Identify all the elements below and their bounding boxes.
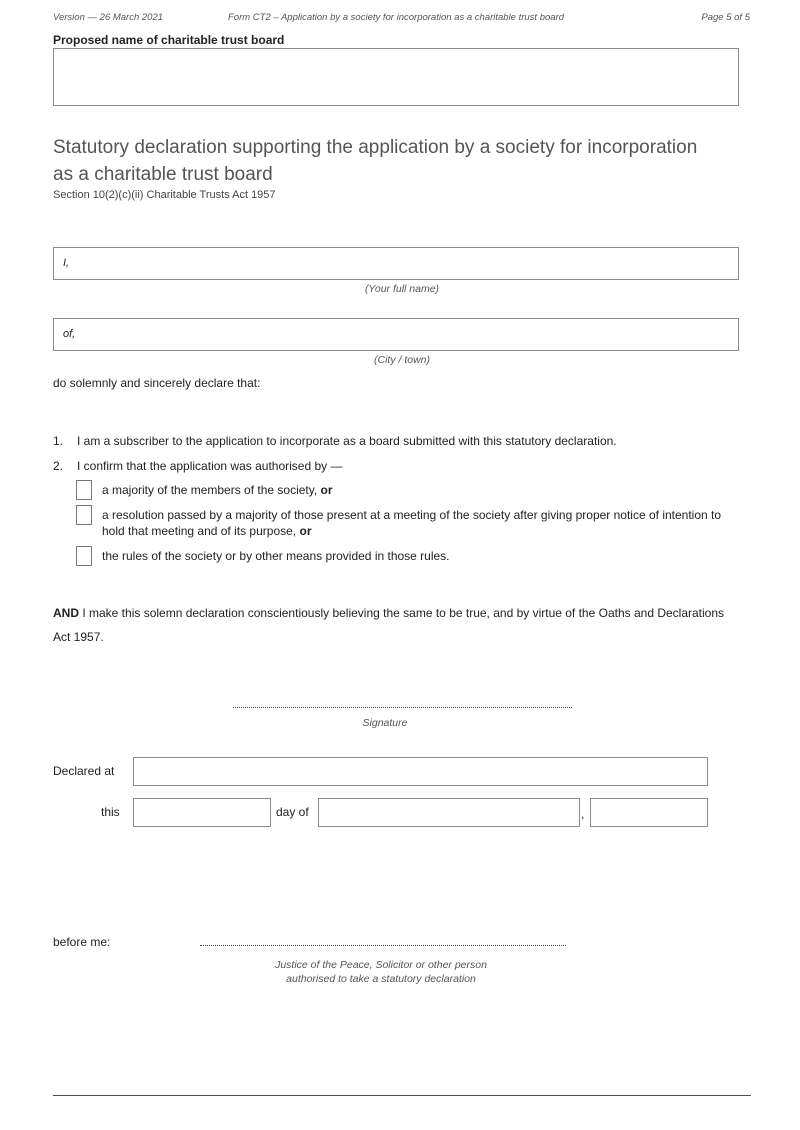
item-number: 1.: [53, 434, 64, 448]
signature-line[interactable]: [233, 707, 572, 708]
full-name-prefix: I,: [63, 257, 70, 269]
city-field[interactable]: [53, 318, 739, 351]
footer-divider: [53, 1095, 751, 1096]
option-or: or: [320, 483, 333, 497]
month-field[interactable]: [318, 798, 580, 827]
item-text: I confirm that the application was authorised by —: [77, 459, 343, 473]
year-field[interactable]: [590, 798, 708, 827]
proposed-name-field[interactable]: [53, 48, 739, 106]
signature-caption: Signature: [362, 717, 408, 729]
page-number: Page 5 of 5: [701, 12, 750, 23]
option-checkbox-majority[interactable]: [76, 480, 92, 500]
witness-caption-line1: Justice of the Peace, Solicitor or other person: [275, 959, 487, 971]
witness-signature-line[interactable]: [200, 945, 566, 946]
option-label: a majority of the members of the society,: [102, 483, 318, 497]
option-or: or: [299, 524, 312, 538]
city-prefix: of,: [63, 328, 76, 340]
proposed-name-label: Proposed name of charitable trust board: [53, 33, 285, 47]
and-declaration-line1: [53, 606, 724, 620]
option-label: hold that meeting and of its purpose,: [102, 524, 297, 538]
day-field[interactable]: [133, 798, 271, 827]
intro-text: do solemnly and sincerely declare that:: [53, 376, 261, 390]
version-label: Version — 26 March 2021: [53, 12, 164, 23]
option-checkbox-resolution[interactable]: [76, 505, 92, 525]
day-of-label: day of: [276, 805, 309, 819]
item-text: I am a subscriber to the application to incorporate as a board submitted with this statutory declaration.: [77, 434, 617, 448]
before-me-label: before me:: [53, 935, 111, 949]
comma-label: ,: [581, 807, 585, 821]
full-name-field[interactable]: [53, 247, 739, 280]
option-text: [102, 483, 333, 497]
declared-at-label: Declared at: [53, 764, 115, 778]
declaration-title-line1: Statutory declaration supporting the application by a society for incorporation: [53, 137, 698, 158]
this-label: this: [101, 805, 120, 819]
option-text: [102, 524, 311, 538]
item-number: 2.: [53, 459, 64, 473]
option-checkbox-rules[interactable]: [76, 546, 92, 566]
and-bold: AND: [53, 606, 79, 620]
city-caption: (City / town): [373, 354, 430, 366]
witness-caption-line2: authorised to take a statutory declaration: [286, 973, 476, 985]
option-text: a resolution passed by a majority of those present at a meeting of the society after giving proper notice of intention to: [102, 508, 722, 522]
section-reference: Section 10(2)(c)(ii) Charitable Trusts Act 1957: [53, 189, 276, 201]
declared-at-field[interactable]: [133, 757, 708, 786]
form-title: Form CT2 – Application by a society for incorporation as a charitable trust board: [228, 12, 565, 23]
option-text: the rules of the society or by other means provided in those rules.: [102, 549, 450, 563]
full-name-caption: (Your full name): [364, 283, 440, 295]
and-declaration-line2: Act 1957.: [53, 630, 104, 644]
and-text: I make this solemn declaration conscientiously believing the same to be true, and by virtue of the Oaths and Declarations: [79, 606, 725, 620]
declaration-title-line2: as a charitable trust board: [53, 164, 273, 185]
